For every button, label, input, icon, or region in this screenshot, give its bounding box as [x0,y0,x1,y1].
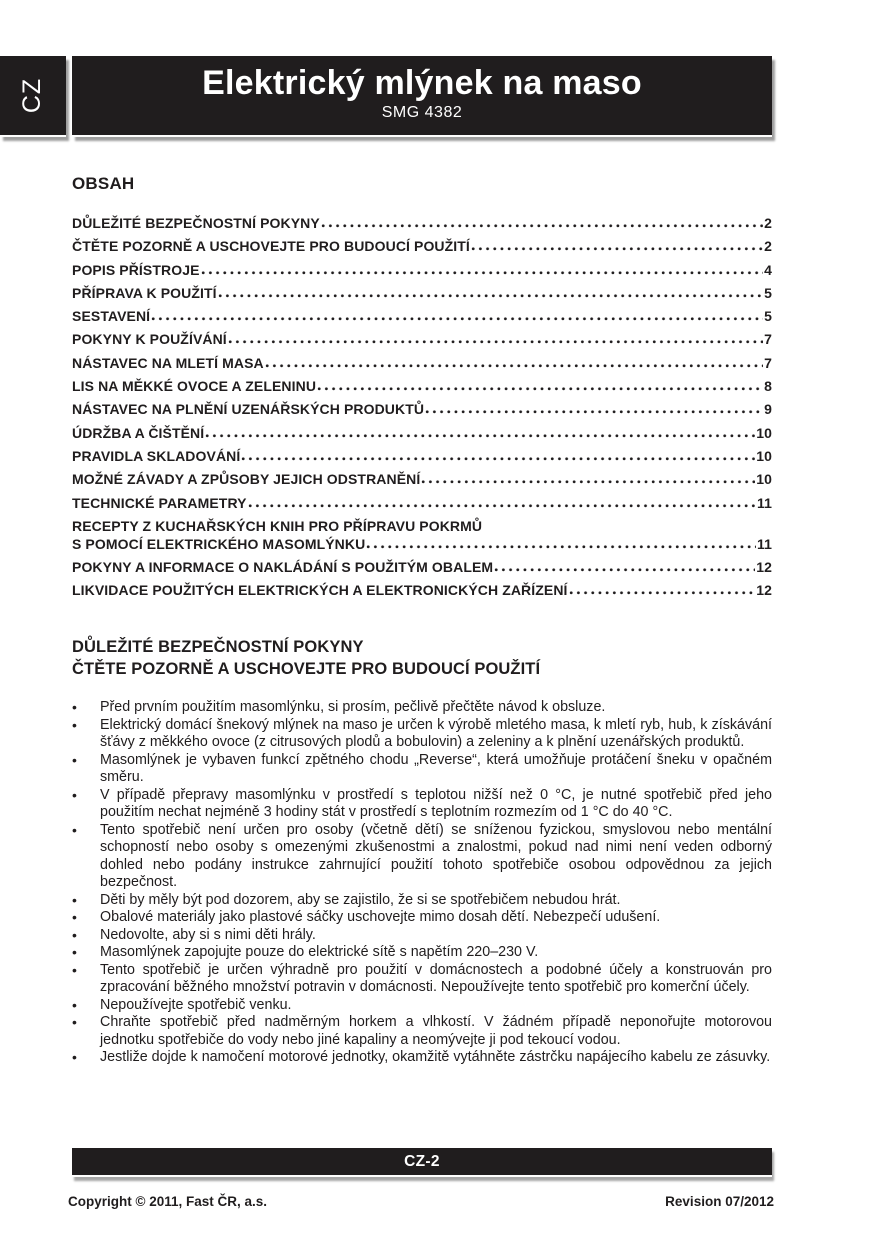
toc-leader-dots [569,590,756,595]
safety-bullet-item [72,927,772,945]
model-number: SMG 4382 [381,104,463,121]
toc-entry-label: LIS NA MĚKKÉ OVOCE A ZELENINU [72,378,317,395]
bullet-text: Před prvním použitím masomlýnku, si prosím, pečlivě přečtěte návod k obsluze. [100,699,606,715]
toc-entry [72,560,772,575]
bullet-text: Tento spotřebič není určen pro osoby (včetně dětí) se sníženou fyzickou, smyslovou nebo mentální schopností nebo osoby s omezenými zkušenostmi a znalostmi, pokud nad nimi není veden odborný dohled nebo podány instrukce zahrnující použití tohoto spotřebiče osobou odpovědnou za jejich bezpečnost. [100,821,772,890]
toc-entry [72,379,772,394]
toc-leader-dots [321,223,763,228]
toc-entry-label: PŘÍPRAVA K POUŽITÍ [72,284,217,301]
toc-entry-page: 2 [764,238,772,255]
copyright-row [68,1194,774,1209]
toc-entry [72,332,772,347]
footer-page-bar [72,1148,772,1177]
toc-entry [72,496,772,511]
toc-entry-label: NÁSTAVEC NA PLNĚNÍ UZENÁŘSKÝCH PRODUKTŮ [72,401,425,418]
bullet-text: Tento spotřebič je určen výhradně pro použití v domácnostech a podobné účely a konstruován pro zpracování běžného množství potravin v domácnosti. Nepoužívejte tento spotřebič pro komerční účely. [100,961,772,995]
bullet-text: V případě přepravy masomlýnku v prostředí s teplotou nižší než 0 °C, je nutné spotřebič před jeho použitím nechat nejméně 3 hodiny stát v prostředí s teplotním rozmezím od 1 °C do 40 °C. [100,786,772,820]
safety-bullet-item [72,962,772,997]
bullet-text: Elektrický domácí šnekový mlýnek na maso je určen k výrobě mletého masa, k mletí ryb, hub, k získávání šťávy z měkkého ovoce (z citrusových plodů a bobulovin) a zeleniny a k plnění uzenářských produktů. [100,716,772,750]
safety-bullet-item [72,1049,772,1067]
toc-entry [72,472,772,487]
bullet-marker: • [72,1049,77,1065]
toc-entry [72,537,772,552]
safety-bullet-item [72,997,772,1015]
toc-entry-label: TECHNICKÉ PARAMETRY [72,494,247,511]
toc-entry-page: 10 [756,424,772,441]
toc-entry [72,309,772,324]
safety-bullet-item [72,699,772,717]
safety-bullet-item [72,752,772,787]
toc-entry-page: 10 [756,447,772,464]
toc-leader-dots [421,479,755,484]
toc-entry-label: MOŽNÉ ZÁVADY A ZPŮSOBY JEJICH ODSTRANĚNÍ [72,471,421,488]
bullet-text: Masomlýnek je vybaven funkcí zpětného chodu „Reverse“, která umožňuje protáčení šneku v opačném směru. [100,751,772,785]
bullet-marker: • [72,716,77,733]
toc-entry-label: POKYNY A INFORMACE O NAKLÁDÁNÍ S POUŽITÝM OBALEM [72,559,494,576]
toc-entry-page: 9 [764,401,772,418]
toc-entry [72,583,772,598]
toc-entry-label: DŮLEŽITÉ BEZPEČNOSTNÍ POKYNY [72,215,320,231]
toc-entry-label: POPIS PŘÍSTROJE [72,261,200,278]
toc-entry-label: ÚDRŽBA A ČIŠTĚNÍ [72,424,205,441]
toc-entry-page: 7 [764,354,772,371]
toc-entry-page: 5 [764,284,772,301]
safety-bullet-list [72,699,772,1067]
toc-leader-dots [425,409,763,414]
bullet-marker: • [72,699,77,715]
toc-entry-label: NÁSTAVEC NA MLETÍ MASA [72,354,264,371]
bullet-marker: • [72,1014,77,1030]
toc-leader-dots [241,456,755,461]
bullet-marker: • [72,961,77,978]
toc-leader-dots [317,386,763,391]
bullet-marker: • [72,996,77,1013]
toc-leader-dots [265,363,763,368]
page-title: Elektrický mlýnek na maso [202,64,642,102]
bullet-marker: • [72,786,77,803]
toc-entry [72,519,772,534]
section-heading [72,636,772,680]
toc-entry-page: 4 [764,261,772,278]
safety-bullet-item [72,909,772,927]
language-tab-label: CZ [18,77,47,114]
toc-entry-label: RECEPTY Z KUCHAŘSKÝCH KNIH PRO PŘÍPRAVU POKRMŮ [72,517,483,534]
toc-leader-dots [201,270,764,275]
copyright-text: Copyright © 2011, Fast ČR, a.s. [68,1194,268,1209]
toc-leader-dots [494,567,755,572]
toc-entry-page: 10 [756,471,772,488]
toc-entry [72,356,772,371]
toc-entry [72,449,772,464]
bullet-marker: • [72,751,77,768]
safety-bullet-item [72,944,772,962]
toc-entry-label: S POMOCÍ ELEKTRICKÉHO MASOMLÝNKU [72,535,366,552]
bullet-text: Nedovolte, aby si s nimi děti hrály. [100,926,316,943]
footer-page-label: CZ-2 [404,1152,440,1170]
toc-leader-dots [471,246,763,251]
bullet-marker: • [72,926,77,943]
toc-list [72,216,772,607]
toc-entry-label: POKYNY K POUŽÍVÁNÍ [72,331,227,348]
language-tab [0,56,66,137]
toc-entry-label: PRAVIDLA SKLADOVÁNÍ [72,447,241,464]
bullet-text: Masomlýnek zapojujte pouze do elektrické sítě s napětím 220–230 V. [100,944,539,960]
bullet-marker: • [72,891,77,908]
section-heading-line1: DŮLEŽITÉ BEZPEČNOSTNÍ POKYNY [72,638,364,656]
safety-bullet-item [72,787,772,822]
toc-entry [72,286,772,301]
toc-leader-dots [151,316,763,321]
toc-leader-dots [218,293,763,298]
toc-entry-page: 11 [757,494,772,511]
safety-bullet-item [72,717,772,752]
toc-leader-dots [205,433,755,438]
title-banner [72,56,772,137]
safety-bullet-item [72,892,772,910]
bullet-text: Chraňte spotřebič před nadměrným horkem a vlhkostí. V žádném případě neponořujte motorovou jednotku spotřebiče do vody nebo jiné kapaliny a neomývejte ji pod tekoucí vodou. [100,1014,772,1048]
section-heading-line2: ČTĚTE POZORNĚ A USCHOVEJTE PRO BUDOUCÍ POUŽITÍ [72,660,541,678]
bullet-text: Nepoužívejte spotřebič venku. [100,996,292,1013]
bullet-text: Obalové materiály jako plastové sáčky uschovejte mimo dosah dětí. Nebezpečí udušení. [100,909,661,925]
toc-entry [72,216,772,231]
toc-entry-page: 11 [757,535,772,552]
toc-leader-dots [366,544,756,549]
toc-entry [72,402,772,417]
toc-entry-page: 2 [764,215,772,231]
toc-entry-page: 5 [764,308,772,325]
bullet-text: Jestliže dojde k namočení motorové jednotky, okamžitě vytáhněte zástrčku napájecího kabelu ze zásuvky. [100,1049,771,1065]
toc-entry-page: 12 [756,582,772,599]
toc-entry [72,263,772,278]
toc-entry-label: ČTĚTE POZORNĚ A USCHOVEJTE PRO BUDOUCÍ POUŽITÍ [72,238,470,255]
bullet-text: Děti by měly být pod dozorem, aby se zajistilo, že si se spotřebičem nebudou hrát. [100,891,621,908]
bullet-marker: • [72,909,77,925]
safety-bullet-item [72,1014,772,1049]
safety-bullet-item [72,822,772,892]
toc-entry-page: 8 [764,378,772,395]
toc-entry-page: 12 [756,559,772,576]
revision-text: Revision 07/2012 [665,1194,774,1209]
toc-entry [72,426,772,441]
toc-leader-dots [248,503,756,508]
toc-entry [72,239,772,254]
toc-entry-page: 7 [764,331,772,348]
toc-entry-label: SESTAVENÍ [72,308,151,325]
toc-heading: OBSAH [72,174,135,193]
toc-leader-dots [228,339,763,344]
bullet-marker: • [72,944,77,960]
toc-entry-label: LIKVIDACE POUŽITÝCH ELEKTRICKÝCH A ELEKTRONICKÝCH ZAŘÍZENÍ [72,582,568,599]
bullet-marker: • [72,821,77,838]
